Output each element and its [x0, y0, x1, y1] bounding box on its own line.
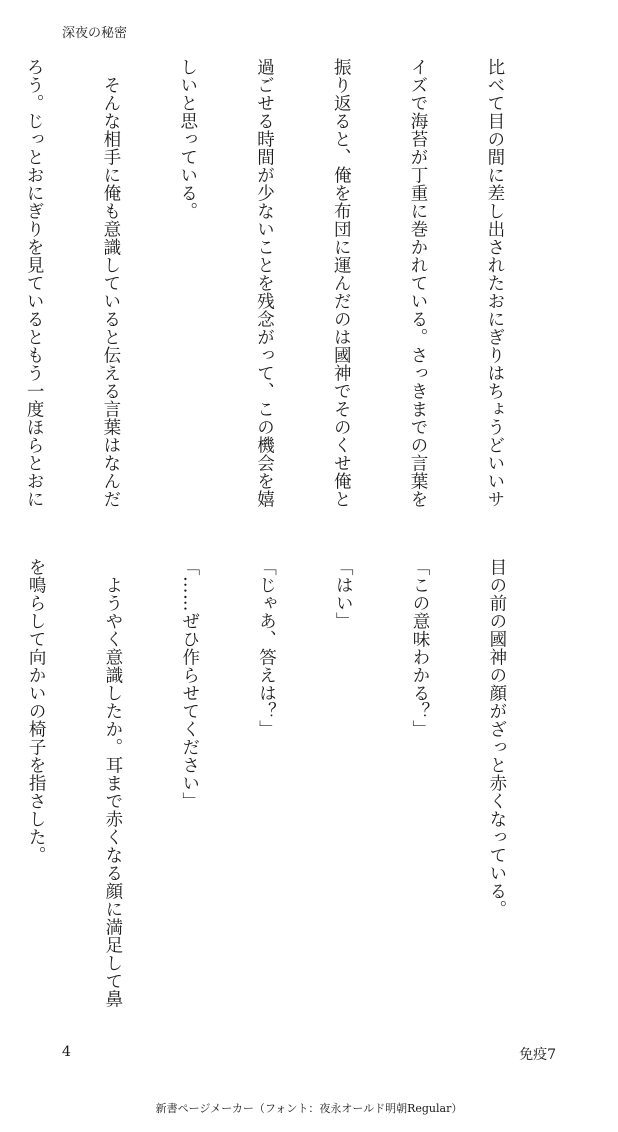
text-line: そんな相手に俺も意識していると伝える言葉はなんだ	[100, 58, 121, 508]
page-number: 4	[62, 1044, 71, 1060]
text-line: ろう。じっとおにぎりを見ているともう一度ほらとおに	[24, 58, 45, 508]
text-line: 比べて目の間に差し出されたおにぎりはちょうどいいサ	[484, 58, 505, 508]
text-line: 振り返ると、俺を布団に運んだのは國神でそのくせ俺と	[331, 58, 352, 508]
text-line: イズで海苔が丁重に巻かれている。さっきまでの言葉を	[408, 58, 429, 508]
running-title: 深夜の秘密	[62, 26, 128, 41]
font-credit: 新書ページメーカー（フォント：夜永オールド明朝Regular）	[155, 1102, 463, 1115]
text-line: 目の前の國神の顔がざっと赤くなっている。	[486, 558, 507, 918]
text-line: 過ごせる時間が少ないことを残念がって、この機会を嬉	[254, 58, 275, 508]
text-line: ようやく意識したか。耳まで赤くなる顔に満足して鼻	[102, 558, 123, 1008]
text-line: 「はい」	[333, 558, 354, 630]
text-line: 「じゃあ、答えは？」	[256, 558, 277, 738]
text-block-lower	[26, 558, 560, 1028]
text-line: 「この意味わかる？」	[410, 558, 431, 738]
text-line: しいと思っている。	[177, 58, 198, 220]
text-block-upper	[24, 58, 558, 528]
book-title: 免疫7	[519, 1047, 556, 1063]
text-line: を鳴らして向かいの椅子を指さした。	[26, 558, 47, 864]
text-line: 「……ぜひ作らせてください」	[179, 558, 200, 810]
